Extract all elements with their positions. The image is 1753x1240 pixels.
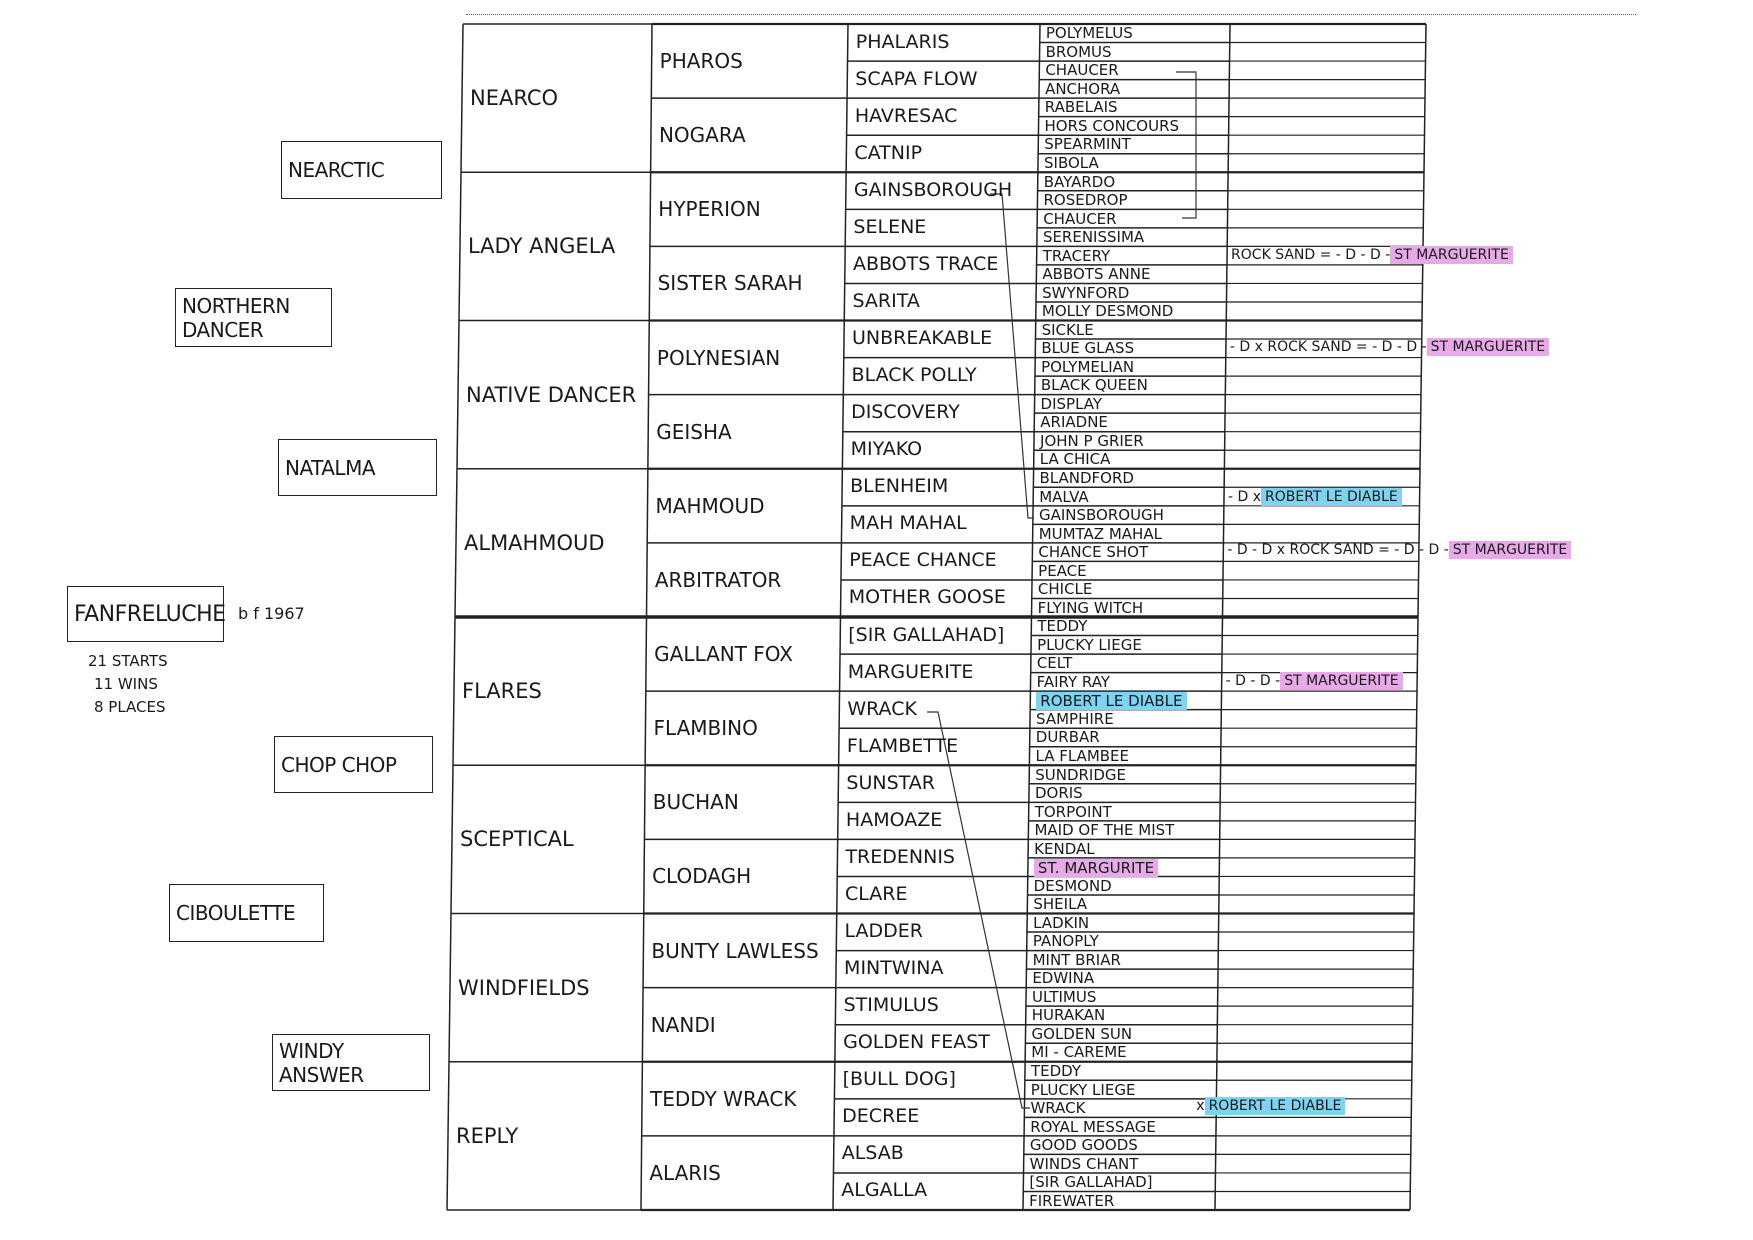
note-text: - D - D - <box>1225 673 1281 689</box>
gen4-name: ST. MARGURITE <box>1034 859 1158 877</box>
gen4-name: MALVA <box>1039 487 1089 506</box>
gen4-name: MUMTAZ MAHAL <box>1038 524 1162 543</box>
inbreeding-note <box>1231 247 1513 263</box>
gen1-name: LADY ANGELA <box>468 234 616 259</box>
inbreeding-note <box>1230 339 1549 355</box>
note-highlight: ST MARGUERITE <box>1280 672 1402 690</box>
gen4-name: GOLDEN SUN <box>1031 1024 1133 1043</box>
gen3-name: DECREE <box>842 1105 920 1128</box>
gen3-name: [BULL DOG] <box>842 1068 956 1091</box>
gen4-name: POLYMELIAN <box>1041 357 1135 376</box>
gen2-name: ARBITRATOR <box>654 567 782 592</box>
note-text: - D x <box>1227 489 1262 505</box>
gen4-name: ABBOTS ANNE <box>1042 265 1151 284</box>
gen4-name: ROBERT LE DIABLE <box>1036 692 1186 710</box>
gen4-name: ULTIMUS <box>1032 987 1097 1006</box>
gen4-name: TRACERY <box>1042 246 1111 265</box>
gen4-name: CHAUCER <box>1043 209 1117 228</box>
gen3-name: PEACE CHANCE <box>849 549 997 572</box>
gen4-name: SIBOLA <box>1044 153 1099 172</box>
stat-places: 8 PLACES <box>94 698 166 716</box>
gen4-name: GAINSBOROUGH <box>1038 506 1164 525</box>
inbreeding-note <box>1227 542 1571 558</box>
gen2-name: PHAROS <box>659 49 743 74</box>
gen4-name: CHANCE SHOT <box>1038 543 1149 562</box>
gen4-name: BAYARDO <box>1043 172 1116 191</box>
gen4-name: PLUCKY LIEGE <box>1030 1080 1136 1099</box>
gen2-name: POLYNESIAN <box>656 345 781 370</box>
grandparent-name: NEARCTIC <box>288 158 385 182</box>
gen4-name: HORS CONCOURS <box>1044 116 1180 135</box>
gen3-name: MINTWINA <box>844 957 944 980</box>
note-highlight: ST MARGUERITE <box>1390 246 1512 264</box>
gen1-name: FLARES <box>462 679 542 704</box>
gen3-name: GOLDEN FEAST <box>843 1031 990 1054</box>
gen4-name: SHEILA <box>1033 895 1088 914</box>
gen2-name: NANDI <box>650 1012 716 1037</box>
gen4-name: CELT <box>1036 654 1073 673</box>
gen2-name: GEISHA <box>656 419 732 444</box>
note-highlight: ST MARGUERITE <box>1449 541 1571 559</box>
gen4-name: PANOPLY <box>1032 932 1099 951</box>
note-text: x <box>1196 1098 1205 1114</box>
gen4-name: FIREWATER <box>1029 1191 1115 1210</box>
gen3-name: ALSAB <box>841 1142 904 1165</box>
gen4-name: JOHN P GRIER <box>1040 431 1144 450</box>
gen3-name: FLAMBETTE <box>846 734 959 757</box>
gen1-name: NATIVE DANCER <box>466 382 637 407</box>
inbreeding-note <box>1228 489 1402 505</box>
gen2-name: ALARIS <box>649 1160 721 1185</box>
gen4-name: MI - CAREME <box>1031 1043 1127 1062</box>
gen4-name: MAID OF THE MIST <box>1034 821 1175 840</box>
gen4-name: ANCHORA <box>1045 79 1121 98</box>
gen4-name: DORIS <box>1034 784 1083 803</box>
subject-note: b f 1967 <box>238 604 305 623</box>
gen4-name: BROMUS <box>1045 42 1112 61</box>
gen4-name: CHICLE <box>1037 580 1093 599</box>
gen4-name: PLUCKY LIEGE <box>1037 635 1142 654</box>
dam-name: CIBOULETTE <box>176 901 296 925</box>
gen1-name: NEARCO <box>470 86 559 111</box>
gen4-name: HURAKAN <box>1031 1006 1106 1025</box>
note-text: ROCK SAND = - D - D - <box>1231 247 1391 263</box>
gen3-name: MOTHER GOOSE <box>848 586 1006 609</box>
gen3-name: [SIR GALLAHAD] <box>848 623 1005 646</box>
gen4-name: ROYAL MESSAGE <box>1030 1117 1156 1136</box>
gen4-name: WINDS CHANT <box>1029 1154 1139 1173</box>
gen4-name: EDWINA <box>1032 969 1095 988</box>
gen2-name: MAHMOUD <box>655 493 765 518</box>
grandparent-name: WINDY ANSWER <box>279 1038 364 1087</box>
inbreeding-note <box>1226 673 1403 689</box>
gen4-name: ARIADNE <box>1040 413 1108 432</box>
gen2-name: SISTER SARAH <box>657 271 803 296</box>
gen4-name: BLACK QUEEN <box>1040 376 1148 395</box>
gen2-name: BUCHAN <box>652 790 739 815</box>
gen4-name: CHAUCER <box>1045 61 1119 80</box>
gen4-name: DESMOND <box>1033 876 1112 895</box>
note-highlight: ROBERT LE DIABLE <box>1205 1097 1346 1115</box>
gen2-name: TEDDY WRACK <box>650 1086 797 1111</box>
gen4-name: PEACE <box>1038 561 1087 580</box>
gen3-name: DISCOVERY <box>851 401 960 424</box>
gen2-name: FLAMBINO <box>653 716 758 741</box>
gen3-name: SELENE <box>853 215 927 238</box>
gen4-name: POLYMELUS <box>1045 24 1133 43</box>
chaucer-link <box>1176 72 1196 218</box>
subject-name: FANFRELUCHE <box>74 601 226 627</box>
note-text: - D x ROCK SAND = - D - D - <box>1229 339 1427 355</box>
gen4-name: SWYNFORD <box>1042 283 1130 302</box>
gen3-name: HAMOAZE <box>845 808 943 831</box>
note-highlight: ST MARGUERITE <box>1427 338 1549 356</box>
note-highlight: ROBERT LE DIABLE <box>1261 488 1402 506</box>
gen3-name: SARITA <box>852 289 920 312</box>
gen2-name: NOGARA <box>658 123 746 148</box>
gen3-name: HAVRESAC <box>854 104 958 127</box>
gen3-name: TREDENNIS <box>845 845 955 868</box>
gen4-name: TEDDY <box>1037 617 1088 636</box>
gen4-name: FLYING WITCH <box>1037 598 1144 617</box>
gen3-name: STIMULUS <box>843 994 939 1017</box>
gen3-name: MIYAKO <box>850 438 923 461</box>
gen4-name: GOOD GOODS <box>1029 1136 1138 1155</box>
gen2-name: BUNTY LAWLESS <box>651 938 819 963</box>
gen3-name: CLARE <box>844 882 908 905</box>
gen2-name: GALLANT FOX <box>654 642 793 667</box>
gen1-name: ALMAHMOUD <box>464 530 605 555</box>
gen4-name: RABELAIS <box>1044 98 1118 117</box>
gen3-name: PHALARIS <box>855 30 950 53</box>
gen4-name: MOLLY DESMOND <box>1041 302 1174 321</box>
gen4-name: LA CHICA <box>1039 450 1111 469</box>
gen3-name: MAH MAHAL <box>849 512 967 535</box>
sire-name: NORTHERN DANCER <box>182 293 290 342</box>
gen4-name: SERENISSIMA <box>1042 228 1145 247</box>
gen4-name: SPEARMINT <box>1044 135 1131 154</box>
gen4-name: WRACK <box>1030 1099 1086 1118</box>
gen3-name: BLACK POLLY <box>851 364 977 387</box>
gen3-name: SCAPA FLOW <box>855 67 978 90</box>
gen4-name: BLANDFORD <box>1039 469 1134 488</box>
gen3-name: SUNSTAR <box>846 771 935 794</box>
gen4-name: TORPOINT <box>1034 802 1112 821</box>
gen3-name: BLENHEIM <box>850 475 949 498</box>
gen4-name: LA FLAMBEE <box>1035 746 1130 765</box>
gen4-name: LADKIN <box>1033 913 1090 932</box>
stat-starts: 21 STARTS <box>88 652 168 670</box>
gen4-name: BLUE GLASS <box>1041 339 1135 358</box>
gen1-name: REPLY <box>456 1123 519 1148</box>
gen4-name: FAIRY RAY <box>1036 672 1110 691</box>
gen4-name: MINT BRIAR <box>1032 950 1121 969</box>
inbreeding-note <box>1196 1098 1345 1114</box>
gen4-name: SICKLE <box>1041 320 1094 339</box>
gen3-name: WRACK <box>847 697 917 720</box>
gen1-name: SCEPTICAL <box>460 827 574 852</box>
gen3-name: MARGUERITE <box>847 660 974 683</box>
stat-wins: 11 WINS <box>94 675 158 693</box>
gen4-name: [SIR GALLAHAD] <box>1029 1173 1153 1192</box>
gen4-name: DURBAR <box>1035 728 1100 747</box>
grandparent-name: NATALMA <box>285 455 376 480</box>
gen2-name: HYPERION <box>658 197 761 222</box>
gen4-name: DISPLAY <box>1040 394 1103 413</box>
gen4-name: KENDAL <box>1034 839 1095 858</box>
grandparent-name: CHOP CHOP <box>281 752 397 777</box>
gen3-name: CATNIP <box>854 141 923 164</box>
gen4-name: SUNDRIDGE <box>1035 765 1127 784</box>
gen4-name: SAMPHIRE <box>1036 709 1114 728</box>
gen3-name: UNBREAKABLE <box>852 327 993 350</box>
gen3-name: LADDER <box>844 920 924 943</box>
gen3-name: ALGALLA <box>841 1179 928 1202</box>
gen3-name: GAINSBOROUGH <box>853 178 1013 201</box>
gen4-name: TEDDY <box>1030 1062 1082 1081</box>
note-text: - D - D x ROCK SAND = - D - D - <box>1227 542 1449 558</box>
gen1-name: WINDFIELDS <box>458 975 590 1000</box>
gen3-name: ABBOTS TRACE <box>852 252 999 275</box>
gen4-name: ROSEDROP <box>1043 191 1128 210</box>
gen2-name: CLODAGH <box>652 864 752 889</box>
